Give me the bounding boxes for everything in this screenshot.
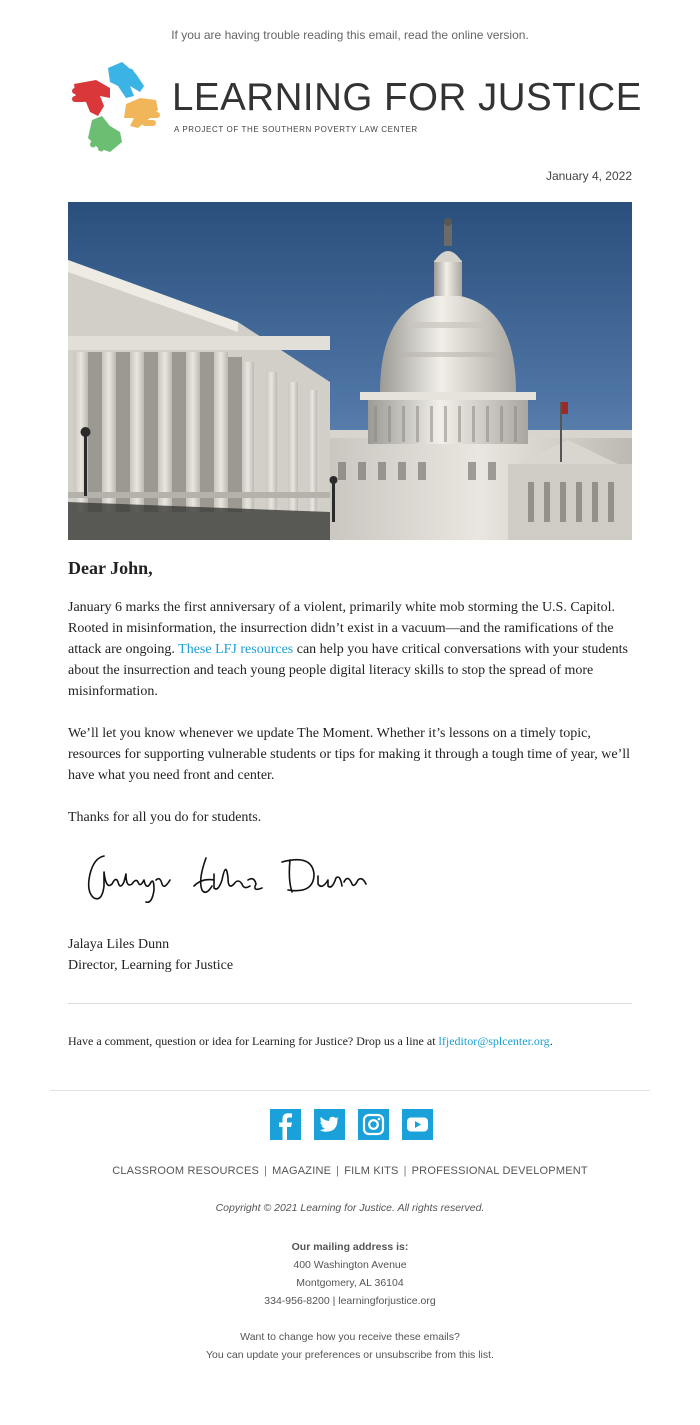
- signature-text: Jalaya Liles Dunn: [82, 850, 90, 851]
- logo[interactable]: [70, 62, 642, 154]
- preheader-text: If you are having trouble reading this email,: [171, 28, 405, 42]
- divider: [68, 1003, 632, 1004]
- signer-block: [68, 934, 233, 976]
- update-preferences-link[interactable]: update your preferences: [246, 1349, 361, 1361]
- paragraph-1: [68, 597, 632, 702]
- prefs-line-2: [0, 1346, 700, 1364]
- paragraph-2: We’ll let you know whenever we update The Moment. Whether it’s lessons on a timely topic, resources for supporting vulnerable students or tips for making it through a tough time of year, we’ll have what you need front and center.: [68, 726, 631, 783]
- copyright: Copyright © 2021 Learning for Justice. All rights reserved.: [215, 1202, 485, 1214]
- mailing-address: [0, 1238, 700, 1310]
- logo-orange-hand: [124, 98, 160, 128]
- email-date: January 4, 2022: [545, 169, 632, 183]
- nav-separator: |: [264, 1165, 268, 1177]
- signer-name: Jalaya Liles Dunn: [68, 937, 170, 952]
- mailing-line-2: Montgomery, AL 36104: [296, 1277, 404, 1289]
- prefs-text-start: You can: [206, 1349, 247, 1361]
- social-links: [270, 1109, 430, 1141]
- comment-period: .: [549, 1034, 553, 1048]
- comment-line: [68, 1034, 632, 1049]
- letter-body: [68, 558, 632, 849]
- footer-divider: [50, 1090, 650, 1091]
- email-preferences: [0, 1328, 700, 1364]
- mailing-line-3: 334-956-8200 | learningforjustice.org: [264, 1295, 436, 1307]
- unsubscribe-link[interactable]: unsubscribe from this list: [375, 1349, 492, 1361]
- hands-logo-icon: [70, 62, 162, 152]
- instagram-icon[interactable]: [358, 1109, 389, 1140]
- capitol-hero-image: [68, 202, 632, 540]
- nav-separator: |: [403, 1165, 407, 1177]
- preheader-period: .: [525, 28, 529, 42]
- editor-email-link[interactable]: lfjeditor@splcenter.org: [438, 1034, 550, 1048]
- nav-magazine[interactable]: MAGAZINE: [272, 1165, 332, 1177]
- nav-separator: |: [336, 1165, 340, 1177]
- facebook-icon[interactable]: [270, 1109, 301, 1140]
- logo-title: LEARNING FOR JUSTICE: [172, 76, 642, 119]
- comment-text: Have a comment, question or idea for Learning for Justice? Drop us a line at: [68, 1034, 439, 1048]
- paragraph-3: Thanks for all you do for students.: [68, 810, 262, 825]
- online-version-link[interactable]: read the online version: [404, 28, 526, 42]
- prefs-text-end: .: [491, 1349, 494, 1361]
- lfj-resources-link[interactable]: These LFJ resources: [178, 642, 294, 657]
- preheader: [0, 28, 700, 42]
- logo-subtitle: A PROJECT OF THE SOUTHERN POVERTY LAW CENTER: [174, 125, 418, 134]
- logo-red-hand: [72, 80, 110, 116]
- prefs-text-mid: or: [360, 1349, 376, 1361]
- paragraph-1-text-end: can help you have critical conversations with your students about the insurrection and teach young people digital literacy skills to stop the spread of more misinformation.: [68, 642, 628, 699]
- logo-blue-hand: [108, 62, 144, 98]
- paragraph-1-text-start: January 6 marks the first anniversary of a violent, primarily white mob storming the U.S. Capitol. Rooted in misinformation, the insurrection didn’t exist in a vacuum—and the ramifications of the attack are ongoing.: [68, 600, 616, 657]
- signer-title: Director, Learning for Justice: [68, 958, 234, 973]
- mailing-line-1: 400 Washington Avenue: [293, 1259, 407, 1271]
- nav-film-kits[interactable]: FILM KITS: [344, 1165, 399, 1177]
- footer-nav: [0, 1165, 700, 1177]
- prefs-line-1: Want to change how you receive these emails?: [240, 1331, 460, 1343]
- mailing-heading: Our mailing address is:: [291, 1241, 409, 1253]
- nav-professional-development[interactable]: PROFESSIONAL DEVELOPMENT: [411, 1165, 588, 1177]
- nav-classroom-resources[interactable]: CLASSROOM RESOURCES: [112, 1165, 260, 1177]
- twitter-icon[interactable]: [314, 1109, 345, 1140]
- youtube-icon[interactable]: [402, 1109, 433, 1140]
- greeting: Dear John,: [68, 558, 153, 578]
- logo-green-hand: [88, 116, 122, 152]
- handwritten-signature: [82, 850, 372, 906]
